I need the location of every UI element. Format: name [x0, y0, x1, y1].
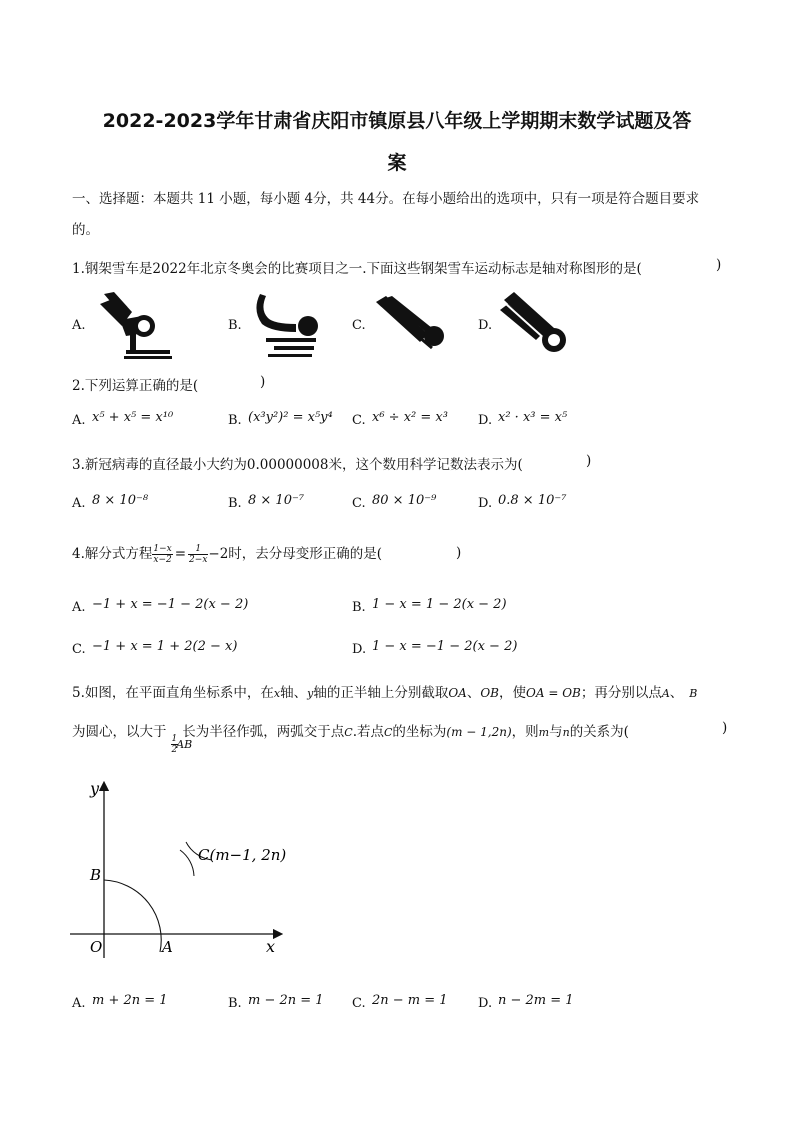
q4-option-d-expr: 1 − x = −1 − 2(x − 2): [372, 639, 518, 654]
q2-option-a-label: A.: [72, 413, 86, 428]
question-1-stem: 1.钢架雪车是2022年北京冬奥会的比赛项目之一.下面这些钢架雪车运动标志是轴对称图形的是(: [72, 261, 642, 277]
arc-around-origin: [104, 880, 161, 952]
q4-equals: =: [174, 546, 187, 562]
q4-option-c-expr: −1 + x = 1 + 2(2 − x): [92, 639, 238, 654]
label-b: B: [90, 866, 102, 884]
q5-text-13: 与: [549, 724, 563, 740]
q1-option-d-label: D.: [478, 318, 493, 333]
q5-half-denominator: 2: [171, 745, 178, 755]
q3-option-a-label: A.: [72, 496, 86, 511]
q5-text-7: 、: [669, 685, 684, 701]
q2-option-a-expr: x⁵ + x⁵ = x¹⁰: [92, 410, 174, 425]
q4-option-b-label: B.: [352, 600, 366, 615]
section-instructions-continued: 的。: [72, 222, 99, 238]
page-title-continued: 案: [387, 152, 407, 174]
q4-fraction-1-numerator: 1−x: [153, 544, 172, 554]
label-y: y: [90, 779, 100, 798]
q5-text-9: 长为半径作弧，两弧交于点: [182, 724, 345, 740]
q3-option-b-label: B.: [228, 496, 242, 511]
label-a: A: [162, 938, 173, 956]
question-5-stem-line-2: [72, 720, 629, 755]
label-c: C(m−1, 2n): [198, 846, 287, 864]
q5-point-c-2: C: [383, 726, 393, 739]
q5-oa-eq-ob: OA = OB: [526, 686, 581, 700]
q3-option-c-label: C.: [352, 496, 366, 511]
q5-option-c-expr: 2n − m = 1: [372, 993, 448, 1008]
q5-seg-ab: AB: [176, 738, 193, 751]
question-5-close-paren: ): [722, 720, 728, 736]
q4-stem-start: 4.解分式方程: [72, 546, 153, 562]
label-x: x: [266, 937, 276, 956]
q1-option-a-label: A.: [72, 318, 86, 333]
q4-option-b-expr: 1 − x = 1 − 2(x − 2): [372, 597, 507, 612]
q5-point-a: A: [661, 687, 670, 700]
q5-text-12: ，则: [511, 724, 539, 740]
page-title: 2022-2023学年甘肃省庆阳市镇原县八年级上学期期末数学试题及答: [102, 110, 692, 132]
q5-text-10: .若点: [352, 724, 384, 740]
question-4-close-paren: ): [456, 545, 462, 561]
q5-text-1: 5.如图，在平面直角坐标系中，在: [72, 685, 274, 701]
q3-option-a-expr: 8 × 10⁻⁸: [92, 493, 149, 508]
q5-text-6: ；再分别以点: [580, 685, 662, 701]
q4-option-a-label: A.: [72, 600, 86, 615]
question-3-stem: 3.新冠病毒的直径最小大约为0.00000008米，这个数用科学记数法表示为(: [72, 457, 523, 473]
q5-half-numerator: 1: [171, 734, 178, 744]
q5-coordinate: (m − 1,2n): [446, 725, 512, 739]
question-2-close-paren: ): [260, 374, 266, 390]
skeleton-sled-icon-b: [246, 288, 326, 366]
q5-text-2: 轴、: [280, 685, 308, 701]
q4-fraction-1-denominator: x−2: [153, 555, 172, 565]
q2-option-d-label: D.: [478, 413, 493, 428]
question-1-close-paren: ): [716, 257, 722, 273]
q5-option-b-label: B.: [228, 996, 242, 1011]
q2-option-b-expr: (x³y²)² = x⁵y⁴: [248, 410, 333, 425]
skeleton-sled-icon-d: [498, 290, 578, 362]
q1-option-c-label: C.: [352, 318, 366, 333]
q5-var-y: y: [307, 687, 314, 700]
q5-point-c: C: [344, 726, 353, 739]
q4-fraction-2: [188, 544, 208, 565]
q3-option-d-label: D.: [478, 496, 493, 511]
q2-option-d-expr: x² · x³ = x⁵: [498, 410, 568, 425]
q5-option-a-label: A.: [72, 996, 86, 1011]
q5-text-14: 的关系为(: [569, 724, 629, 740]
q4-option-c-label: C.: [72, 642, 86, 657]
skeleton-sled-icon-a: [92, 290, 174, 366]
question-3-close-paren: ): [586, 453, 592, 469]
coordinate-figure: [62, 776, 302, 980]
q4-option-a-expr: −1 + x = −1 − 2(x − 2): [92, 597, 249, 612]
q5-var-x: x: [273, 687, 281, 700]
q5-text-4: 、: [466, 685, 481, 701]
q5-text-11: 的坐标为: [392, 724, 447, 740]
q4-option-d-label: D.: [352, 642, 367, 657]
q2-option-b-label: B.: [228, 413, 242, 428]
q5-var-n: n: [562, 726, 570, 739]
q4-stem-end: −2时，去分母变形正确的是(: [208, 546, 383, 562]
q5-seg-ob: OB: [480, 686, 499, 700]
q5-option-d-label: D.: [478, 996, 493, 1011]
question-2-stem: 2.下列运算正确的是(: [72, 378, 199, 394]
question-5-stem-line-1: [72, 681, 697, 701]
skeleton-sled-icon-c: [372, 294, 452, 358]
q4-fraction-2-denominator: 2−x: [189, 555, 208, 565]
q5-text-8: 为圆心，以大于: [72, 724, 167, 740]
q5-seg-oa: OA: [448, 686, 467, 700]
q5-option-b-expr: m − 2n = 1: [248, 993, 324, 1008]
section-instructions: 一、选择题：本题共 11 小题，每小题 4分，共 44分。在每小题给出的选项中，只有一项是符合题目要求: [72, 191, 700, 207]
construction-arc-1: [180, 850, 194, 876]
q5-option-c-label: C.: [352, 996, 366, 1011]
q2-option-c-expr: x⁶ ÷ x² = x³: [372, 410, 448, 425]
q2-option-c-label: C.: [352, 413, 366, 428]
q5-point-b: B: [689, 687, 698, 700]
q4-fraction-1: [152, 544, 172, 565]
question-4-stem: [72, 542, 382, 565]
label-o: O: [90, 938, 103, 956]
q3-option-c-expr: 80 × 10⁻⁹: [372, 493, 437, 508]
q5-option-a-expr: m + 2n = 1: [92, 993, 168, 1008]
q5-text-3: 轴的正半轴上分别截取: [313, 685, 449, 701]
q3-option-d-expr: 0.8 × 10⁻⁷: [498, 493, 567, 508]
q3-option-b-expr: 8 × 10⁻⁷: [248, 493, 305, 508]
q4-fraction-2-numerator: 1: [188, 544, 208, 555]
q1-option-b-label: B.: [228, 318, 242, 333]
q5-text-5: ，使: [499, 685, 526, 701]
q5-option-d-expr: n − 2m = 1: [498, 993, 574, 1008]
q5-var-m: m: [538, 726, 550, 739]
